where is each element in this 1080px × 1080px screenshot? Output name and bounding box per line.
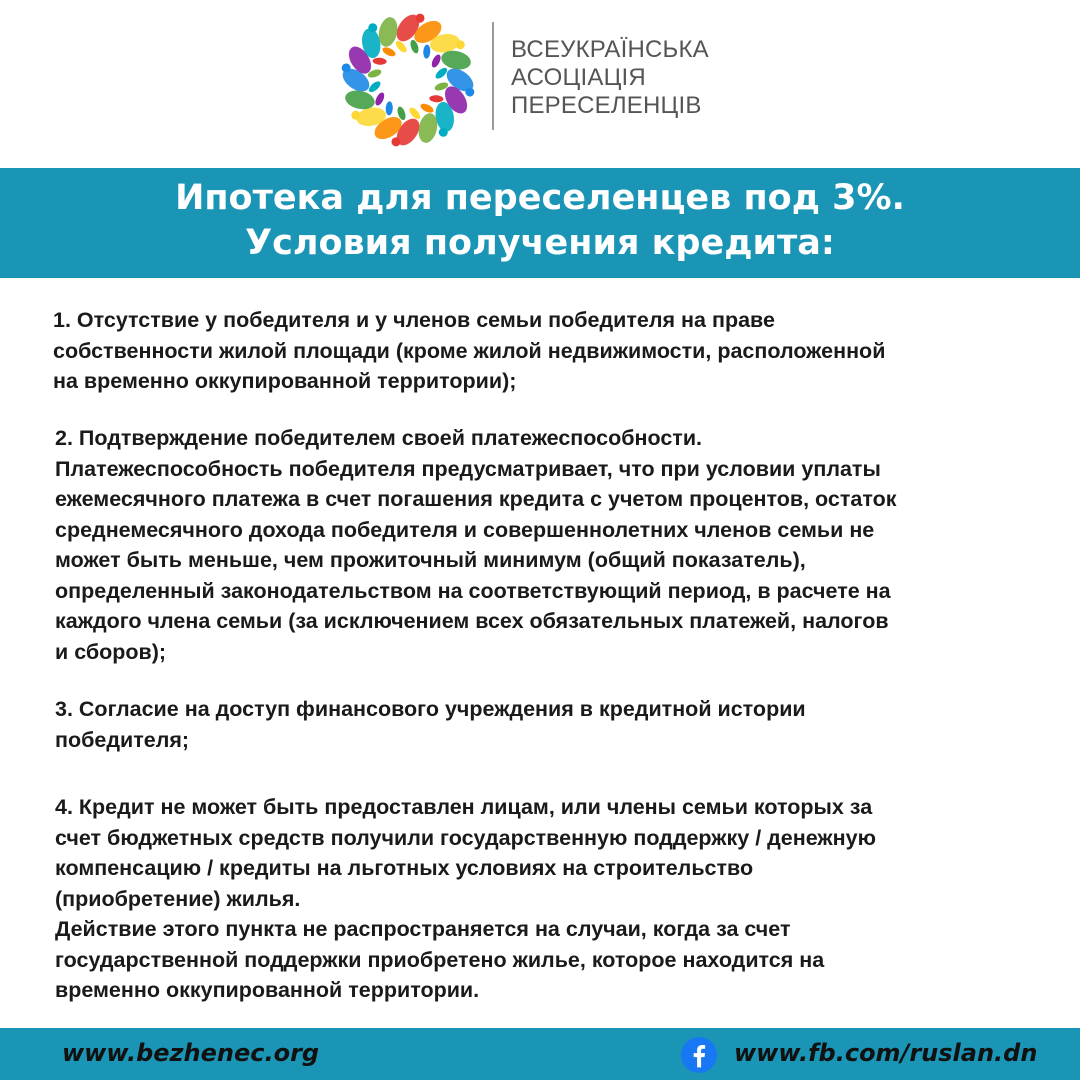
condition-line: Действие этого пункта не распространяется на случаи, когда за счет: [55, 917, 791, 941]
condition-line: компенсацию / кредиты на льготных условиях на строительство: [55, 856, 754, 880]
condition-line: (приобретение) жилья.: [55, 886, 301, 911]
organization-name-line: АСОЦІАЦІЯ: [511, 64, 646, 91]
wreath-inner-leaf: [408, 106, 423, 121]
condition-item-2: [55, 423, 896, 667]
wreath-inner-leaf: [423, 44, 431, 58]
condition-line: определенный законодательством на соответствующий период, в расчете на: [55, 578, 891, 603]
condition-line: временно оккупированной территории.: [55, 978, 480, 1002]
condition-item-4: [55, 792, 876, 1006]
condition-line: 2. Подтверждение победителем своей платежеспособности.: [55, 426, 703, 450]
website-link[interactable]: www.bezhenec.org: [62, 1039, 320, 1067]
condition-line: счет бюджетных средств получили государственную поддержку / денежную: [55, 825, 876, 850]
wreath-inner-leaf: [367, 80, 382, 95]
wreath-logo-icon: [338, 10, 478, 150]
page-title-line-1: Ипотека для переселенцев под 3%.: [175, 178, 905, 218]
organization-name-line: ПЕРЕСЕЛЕНЦІВ: [511, 92, 702, 119]
condition-line: победителя;: [55, 727, 190, 752]
header: [0, 0, 1080, 168]
condition-line: может быть меньше, чем прожиточный минимум (общий показатель),: [55, 548, 806, 572]
wreath-inner-leaf: [381, 46, 397, 58]
organization-name: [511, 36, 811, 120]
organization-name-line: ВСЕУКРАЇНСЬКА: [511, 36, 709, 63]
condition-item-3: [55, 694, 806, 755]
footer: [0, 1028, 1080, 1080]
condition-line: ежемесячного платежа в счет погашения кредита с учетом процентов, остаток: [55, 487, 897, 511]
conditions-list: [0, 278, 1080, 1028]
wreath-inner-leaf: [419, 102, 435, 114]
condition-line: на временно оккупированной территории);: [53, 369, 517, 393]
condition-item-1: [53, 305, 885, 397]
condition-line: 1. Отсутствие у победителя и у членов семьи победителя на праве: [53, 308, 775, 332]
wreath-inner-leaf: [430, 53, 442, 69]
wreath-inner-leaf: [394, 39, 409, 54]
wreath-inner-leaf: [374, 91, 386, 107]
wreath-inner-leaf: [434, 66, 449, 81]
page-title-line-2: Условия получения кредита:: [245, 223, 835, 263]
condition-line: собственности жилой площади (кроме жилой недвижимости, расположенной: [53, 338, 886, 363]
title-band: [0, 168, 1080, 278]
wreath-inner-leaf: [372, 57, 386, 65]
condition-line: среднемесячного дохода победителя и совершеннолетних членов семьи не: [55, 517, 875, 542]
logo-divider: [492, 22, 494, 130]
wreath-inner-leaf: [429, 95, 443, 103]
condition-line: каждого члена семьи (за исключением всех обязательных платежей, налогов: [55, 609, 889, 633]
condition-line: 4. Кредит не может быть предоставлен лицам, или члены семьи которых за: [55, 795, 873, 819]
wreath-inner-leaf: [385, 101, 393, 115]
facebook-icon[interactable]: [680, 1036, 718, 1074]
condition-line: государственной поддержки приобретено жилье, которое находится на: [55, 947, 825, 972]
condition-line: Платежеспособность победителя предусматривает, что при условии уплаты: [55, 456, 881, 481]
condition-line: 3. Согласие на доступ финансового учреждения в кредитной истории: [55, 697, 806, 721]
condition-line: и сборов);: [55, 639, 167, 664]
facebook-link[interactable]: www.fb.com/ruslan.dn: [734, 1039, 1038, 1067]
